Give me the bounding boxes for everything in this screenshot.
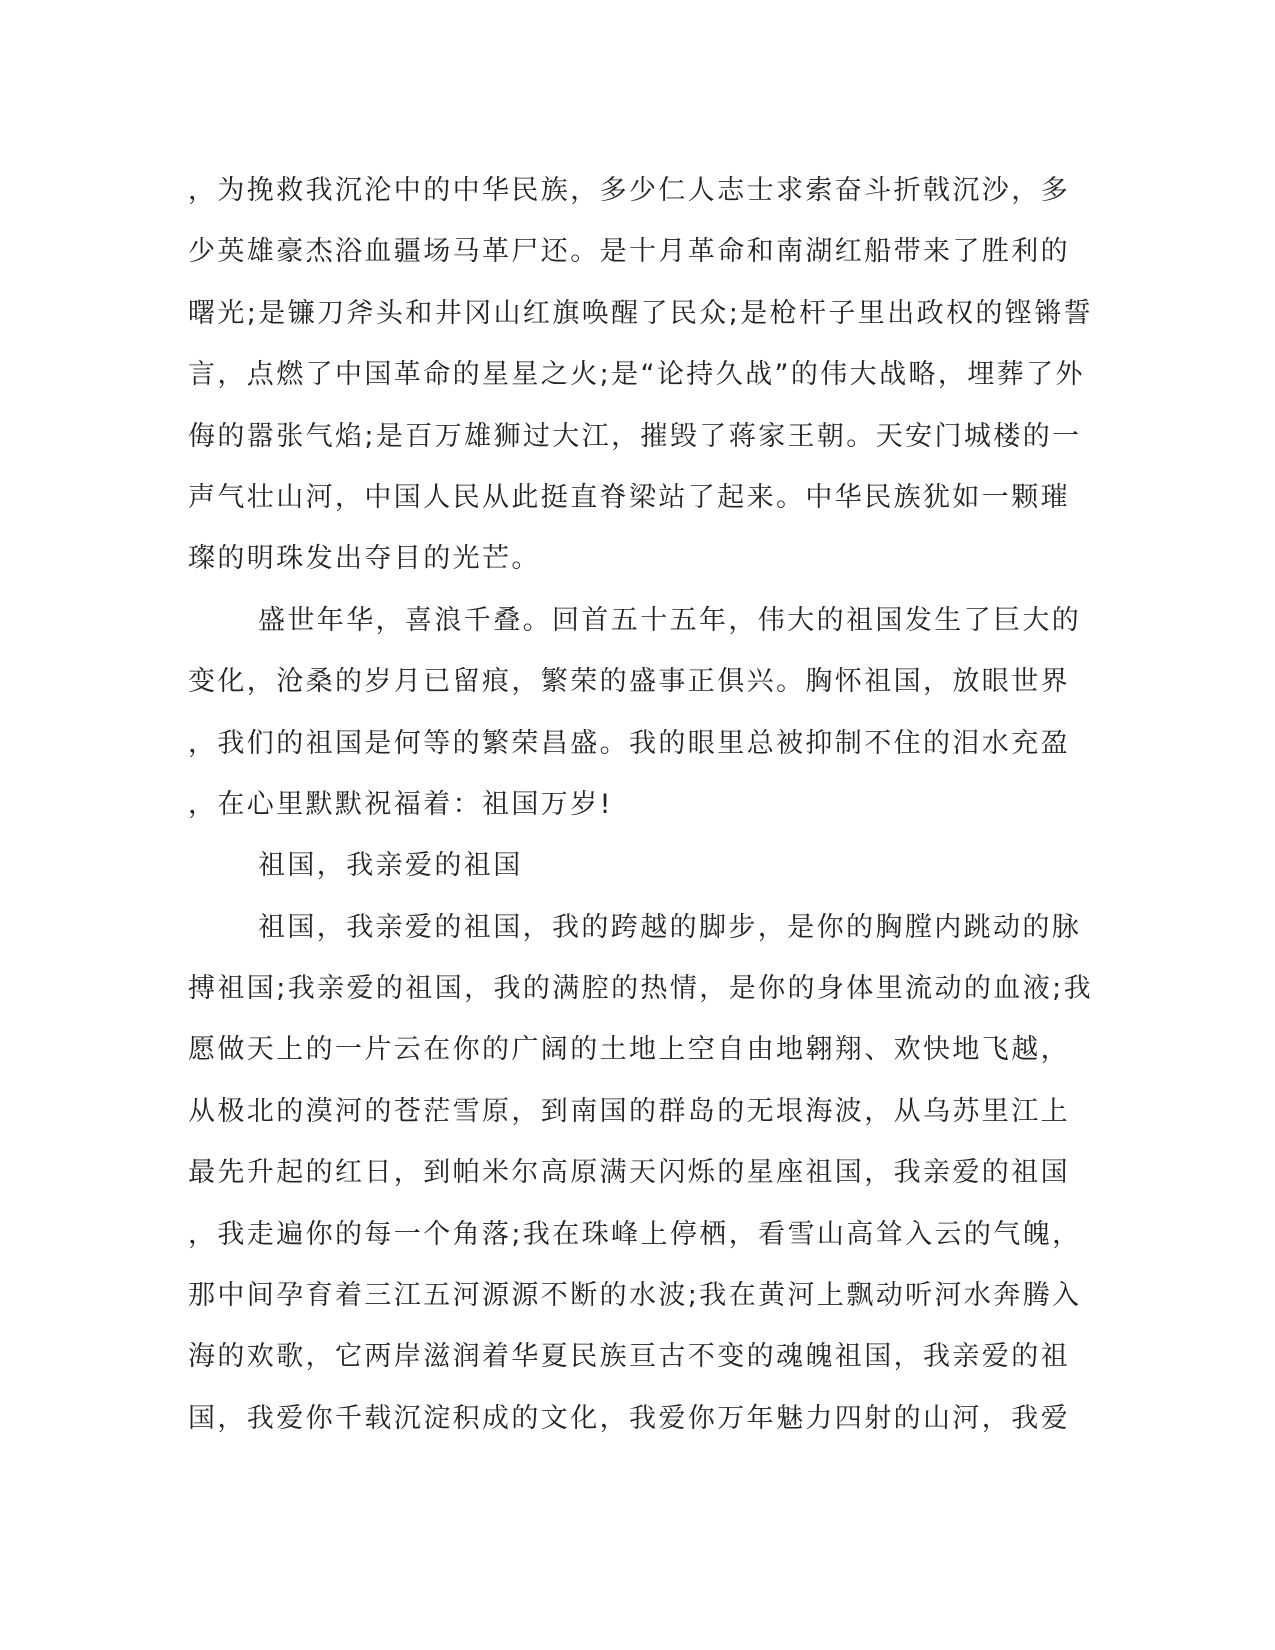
text-line: 言，点燃了中国革命的星星之火;是“论持久战”的伟大战略，埋葬了外: [188, 359, 1085, 391]
text-line: 海的欢歌，它两岸滋润着华夏民族亘古不变的魂魄祖国，我亲爱的祖: [188, 1341, 1070, 1373]
text-line: ，我们的祖国是何等的繁荣昌盛。我的眼里总被抑制不住的泪水充盈: [188, 727, 1070, 759]
text-line: 声气壮山河，中国人民从此挺直脊梁站了起来。中华民族犹如一颗璀: [188, 481, 1070, 513]
text-line: ，为挽救我沉沦中的中华民族，多少仁人志士求索奋斗折戟沉沙，多: [188, 175, 1070, 206]
paragraph-first-line: 盛世年华，喜浪千叠。回首五十五年，伟大的祖国发生了巨大的: [258, 604, 1082, 636]
text-line: 最先升起的红日，到帕米尔高原满天闪烁的星座祖国，我亲爱的祖国: [188, 1157, 1070, 1189]
text-line: ，我走遍你的每一个角落;我在珠峰上停栖，看雪山高耸入云的气魄，: [188, 1218, 1082, 1250]
text-line: 曙光;是镰刀斧头和井冈山红旗唤醒了民众;是枪杆子里出政权的铿锵誓: [188, 297, 1093, 329]
body-text: [188, 160, 1093, 1449]
paragraph-first-line: 祖国，我亲爱的祖国，我的跨越的脚步，是你的胸膛内跳动的脉: [258, 911, 1082, 943]
text-line: 从极北的漠河的苍茫雪原，到南国的群岛的无垠海波，从乌苏里江上: [188, 1095, 1070, 1127]
text-line: 少英雄豪杰浴血疆场马革尸还。是十月革命和南湖红船带来了胜利的: [188, 236, 1070, 268]
text-line: ，在心里默默祝福着：祖国万岁!: [188, 788, 613, 820]
text-line: 那中间孕育着三江五河源源不断的水波;我在黄河上飘动听河水奔腾入: [188, 1280, 1082, 1312]
text-line: 璨的明珠发出夺目的光芒。: [188, 543, 541, 575]
section-heading: 祖国，我亲爱的祖国: [258, 850, 523, 882]
text-line: 侮的嚣张气焰;是百万雄狮过大江，摧毁了蒋家王朝。天安门城楼的一: [188, 420, 1082, 452]
text-line: 变化，沧桑的岁月已留痕，繁荣的盛事正俱兴。胸怀祖国，放眼世界: [188, 666, 1070, 698]
text-line: 搏祖国;我亲爱的祖国，我的满腔的热情，是你的身体里流动的血液;我: [188, 973, 1093, 1005]
text-line: 国，我爱你千载沉淀积成的文化，我爱你万年魅力四射的山河，我爱: [188, 1402, 1070, 1434]
text-line: 愿做天上的一片云在你的广阔的土地上空自由地翱翔、欢快地飞越，: [188, 1034, 1070, 1066]
